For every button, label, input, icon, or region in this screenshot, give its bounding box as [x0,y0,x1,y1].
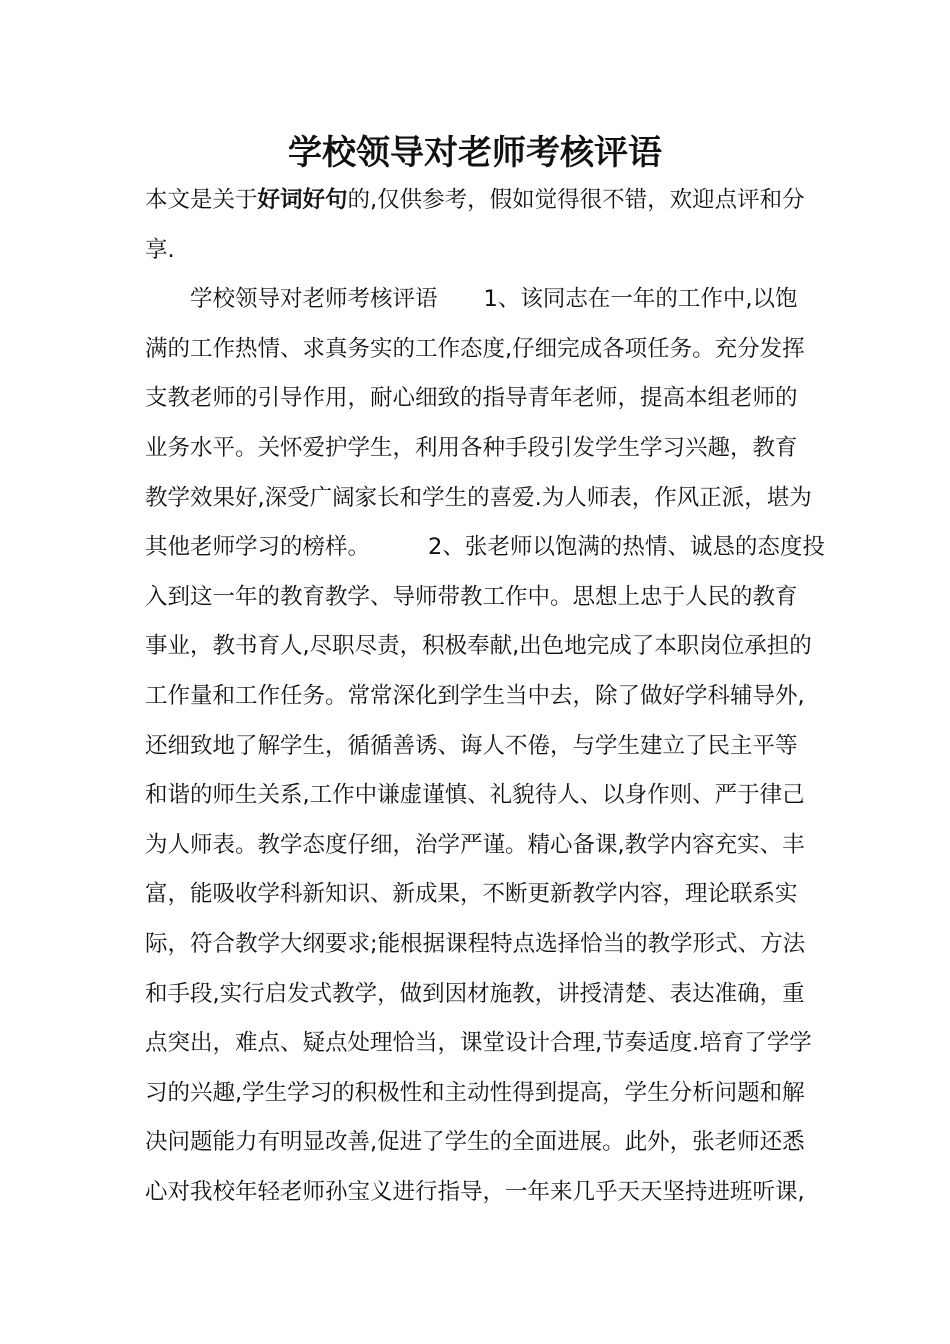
paragraph-line [145,275,813,325]
paragraph-line [145,523,825,573]
section-heading: 学校领导对老师考核评语 [190,286,438,313]
paragraph-line: 和谐的师生关系,工作中谦虚谨慎、礼貌待人、以身作则、严于律己 [145,782,805,809]
paragraph-line: 入到这一年的教育教学、导师带教工作中。思想上忠于人民的教育 [145,583,798,610]
item-1-start: 1、该同志在一年的工作中,以饱 [483,286,798,313]
paragraph-line: 际，符合教学大纲要求;能根据课程特点选择恰当的教学形式、方法 [145,930,806,957]
item-2-start: 2、张老师以饱满的热情、诚恳的态度投 [428,534,825,561]
intro-text-before: 本文是关于 [145,187,258,213]
paragraph-line: 和手段,实行启发式教学，做到因材施教，讲授清楚、表达准确，重 [145,980,805,1007]
paragraph-line: 支教老师的引导作用，耐心细致的指导青年老师，提高本组老师的 [145,385,798,412]
paragraph-line: 工作量和工作任务。常常深化到学生当中去，除了做好学科辅导外, [145,682,805,709]
paragraph-line: 富，能吸收学科新知识、新成果，不断更新教学内容，理论联系实 [145,881,798,908]
document-body [145,176,825,1217]
paragraph-line: 为人师表。教学态度仔细，治学严谨。精心备课,教学内容充实、丰 [145,831,805,858]
paragraph-line: 满的工作热情、求真务实的工作态度,仔细完成各项任务。充分发挥 [145,335,805,362]
intro-bold-keyword: 好词好句 [257,187,348,213]
intro-line [145,176,813,226]
document-title: 学校领导对老师考核评语 [288,133,662,173]
paragraph-line: 还细致地了解学生，循循善诱、诲人不倦，与学生建立了民主平等 [145,732,798,759]
item-1-end: 其他老师学习的榜样。 [145,534,371,561]
paragraph-line: 事业，教书育人,尽职尽责，积极奉献,出色地完成了本职岗位承担的 [145,633,812,660]
paragraph-line: 教学效果好,深受广阔家长和学生的喜爱.为人师表，作风正派，堪为 [145,484,812,511]
paragraph-line: 习的兴趣,学生学习的积极性和主动性得到提高，学生分析问题和解 [145,1079,805,1106]
intro-line-2: 享. [145,236,175,263]
intro-text-after: 的,仅供参考，假如觉得很不错，欢迎点评和分 [347,187,805,213]
paragraph-line: 点突出，难点、疑点处理恰当，课堂设计合理,节奏适度.培育了学学 [145,1030,812,1057]
paragraph-line: 业务水平。关怀爱护学生，利用各种手段引发学生学习兴趣，教育 [145,434,798,461]
paragraph-line: 决问题能力有明显改善,促进了学生的全面进展。此外，张老师还悉 [145,1129,805,1156]
paragraph-line: 心对我校年轻老师孙宝义进行指导，一年来几乎天天坚持进班听课, [145,1178,805,1205]
